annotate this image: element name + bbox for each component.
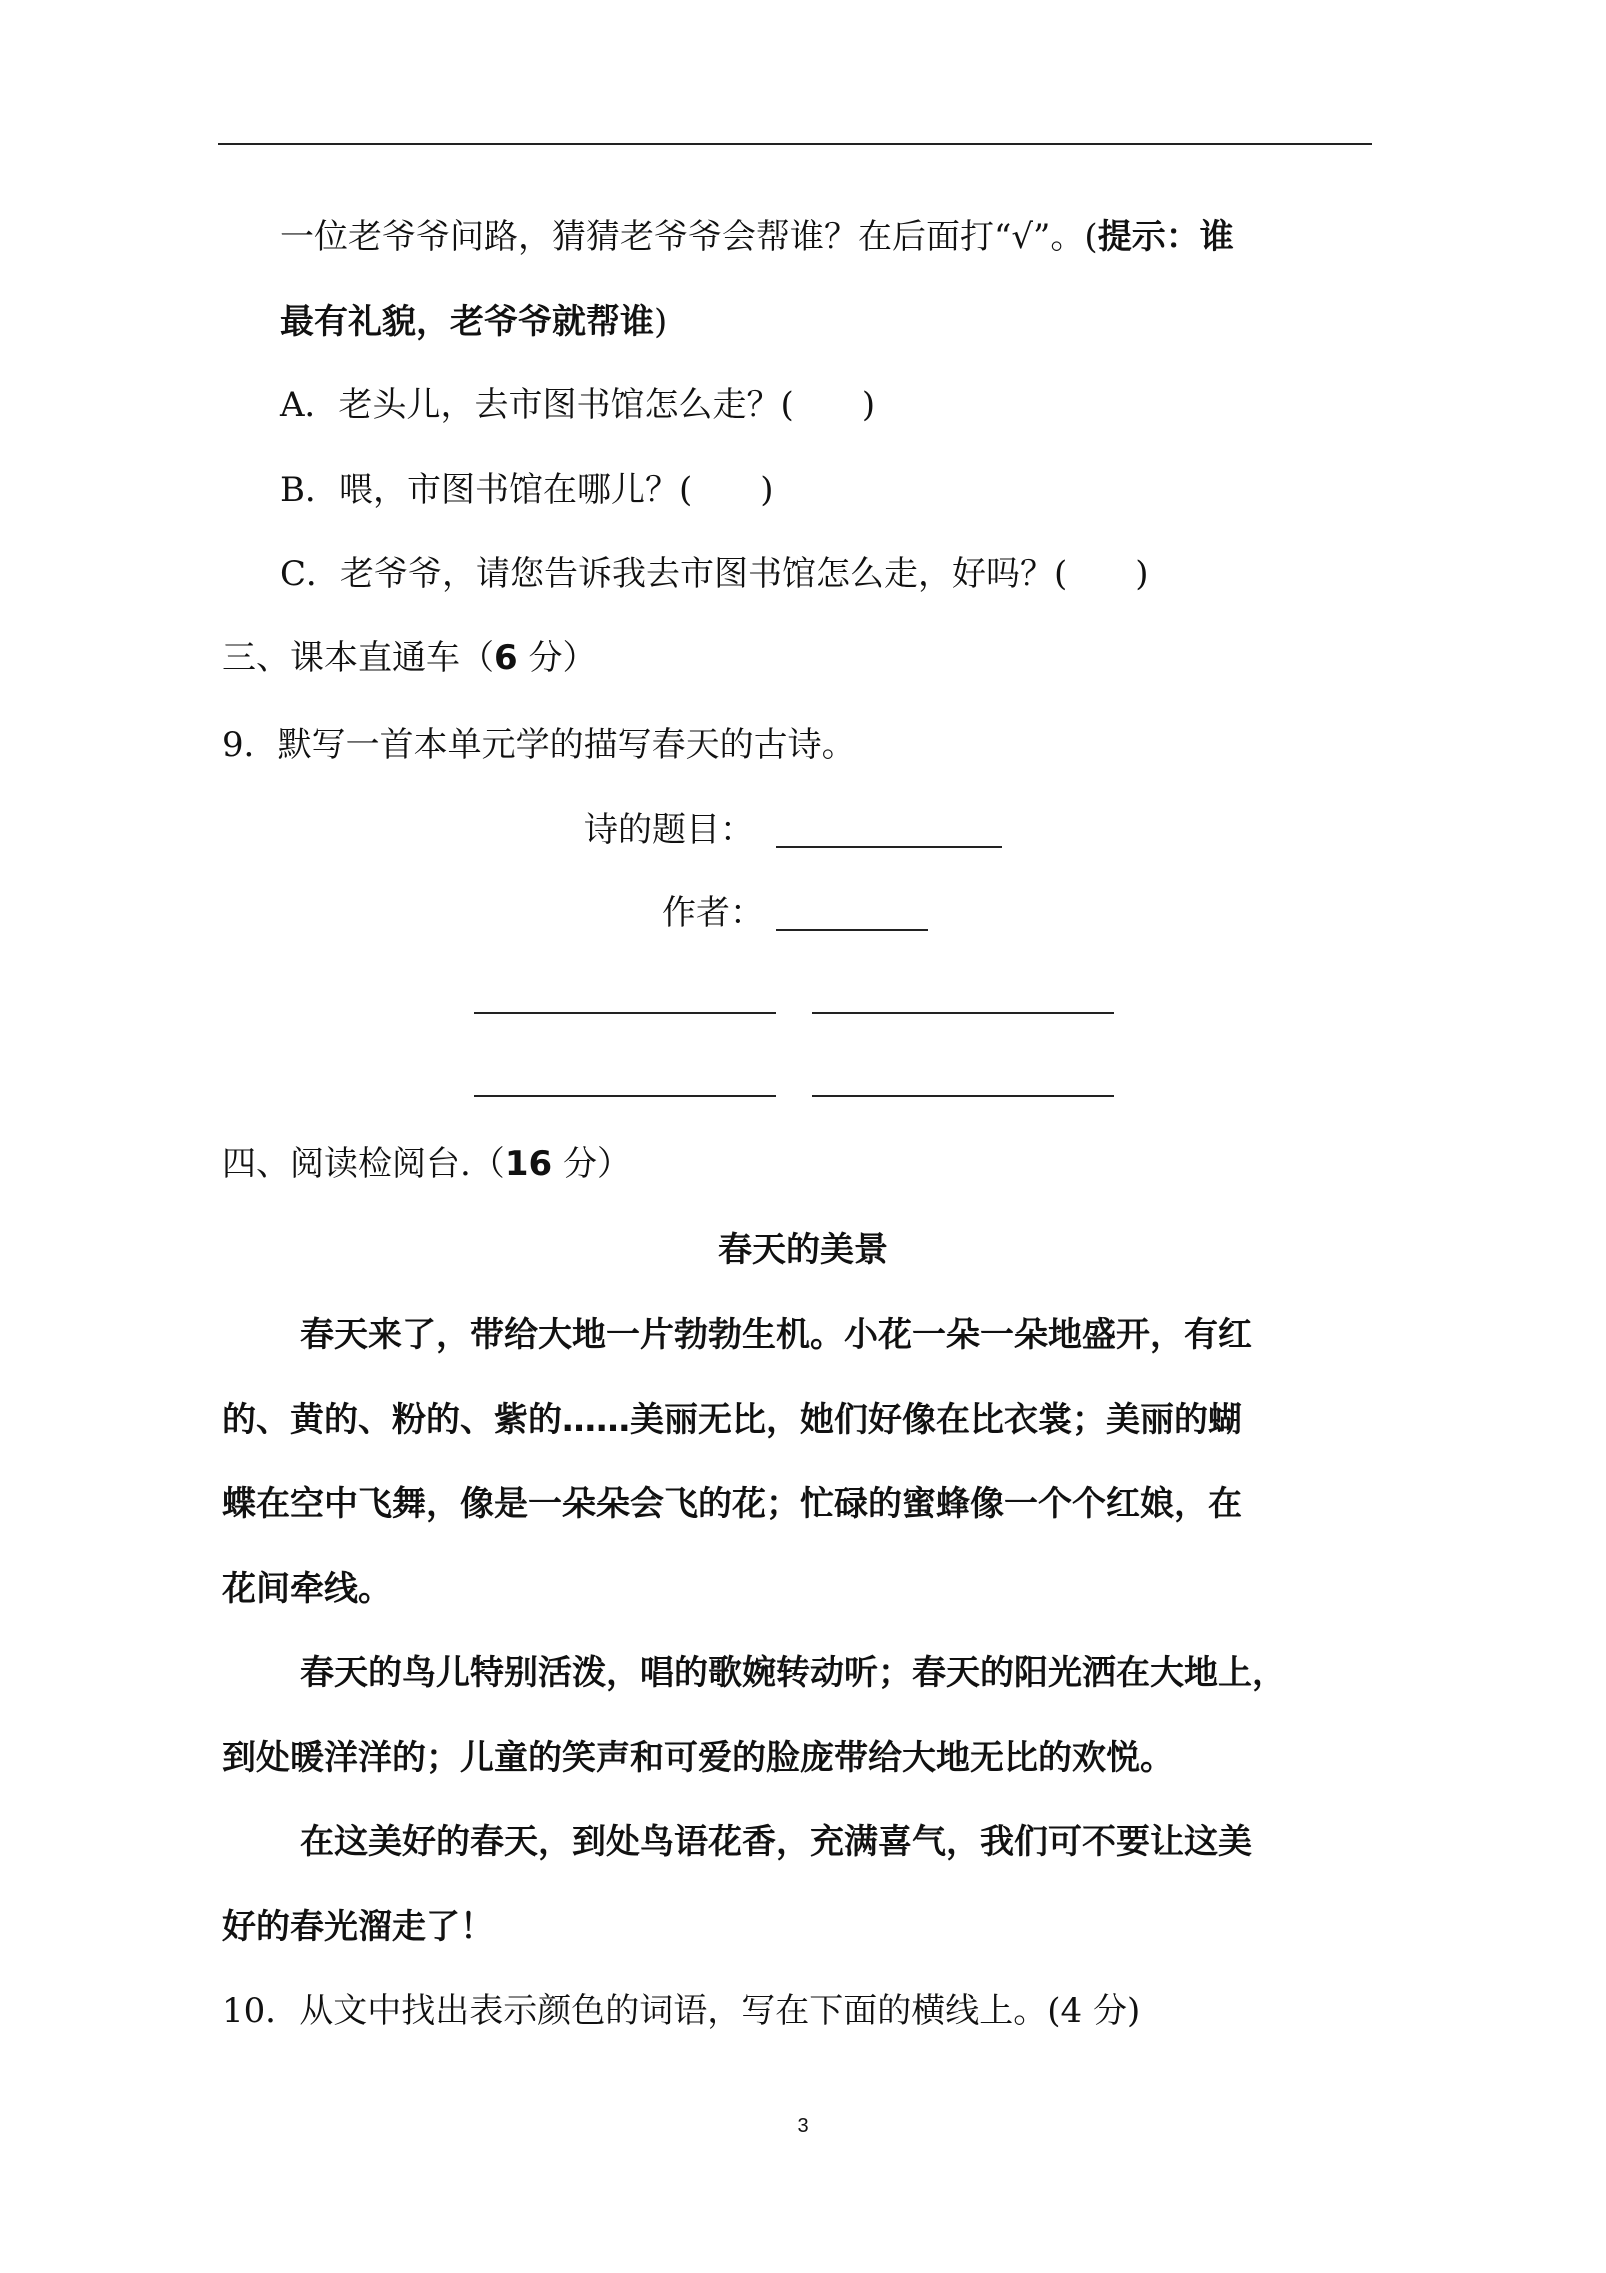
passage-line: 春天的鸟儿特别活泼，唱的歌婉转动听；春天的阳光洒在大地上， <box>300 1653 1286 1693</box>
section3-title-end: 分） <box>517 638 597 678</box>
section4-heading <box>222 1142 631 1186</box>
section3-score: 6 <box>494 638 518 678</box>
section4-title: 四、阅读检阅台.（ <box>222 1144 505 1184</box>
author-blank[interactable] <box>776 929 928 931</box>
q8-hint-close: ) <box>654 302 668 342</box>
q8-option-c: C．老爷爷，请您告诉我去市图书馆怎么走，好吗？( ) <box>280 554 1149 594</box>
passage-line: 好的春光溜走了！ <box>222 1907 494 1947</box>
section3-heading <box>222 636 596 680</box>
poem-line-blank[interactable] <box>474 1012 776 1014</box>
passage-line: 春天来了，带给大地一片勃勃生机。小花一朵一朵地盛开，有红 <box>300 1315 1252 1355</box>
q8-hint-text-cont: 最有礼貌，老爷爷就帮谁 <box>280 302 654 342</box>
poem-title-label: 诗的题目： <box>584 810 754 850</box>
q8-prompt-line2 <box>280 300 667 344</box>
passage-title: 春天的美景 <box>718 1230 888 1270</box>
passage-line: 花间牵线。 <box>222 1569 392 1609</box>
q10-text: 10．从文中找出表示颜色的词语，写在下面的横线上。(4 分) <box>222 1991 1141 2031</box>
passage-line: 到处暖洋洋的；儿童的笑声和可爱的脸庞带给大地无比的欢悦。 <box>222 1738 1174 1778</box>
section3-title: 三、课本直通车（ <box>222 638 494 678</box>
poem-line-blank[interactable] <box>474 1095 776 1097</box>
q8-prompt-text: 一位老爷爷问路，猜猜老爷爷会帮谁？在后面打“√”。( <box>280 217 1098 257</box>
section4-title-end: 分） <box>552 1144 631 1184</box>
poem-line-blank[interactable] <box>812 1012 1114 1014</box>
q8-option-b: B．喂，市图书馆在哪儿？( ) <box>280 470 774 510</box>
passage-line: 的、黄的、粉的、紫的……美丽无比，她们好像在比衣裳；美丽的蝴 <box>222 1400 1242 1440</box>
section4-score: 16 <box>504 1144 553 1184</box>
passage-line: 蝶在空中飞舞，像是一朵朵会飞的花；忙碌的蜜蜂像一个个红娘，在 <box>222 1484 1242 1524</box>
q9-text: 9．默写一首本单元学的描写春天的古诗。 <box>222 725 856 765</box>
page-number: 3 <box>797 2115 809 2137</box>
q8-prompt-line1 <box>280 215 1234 259</box>
poem-line-blank[interactable] <box>812 1095 1114 1097</box>
header-rule <box>218 143 1372 145</box>
poem-title-blank[interactable] <box>776 846 1002 848</box>
q8-hint-text: 提示：谁 <box>1097 217 1234 257</box>
q8-option-a: A．老头儿，去市图书馆怎么走？( ) <box>280 385 876 425</box>
passage-line: 在这美好的春天，到处鸟语花香，充满喜气，我们可不要让这美 <box>300 1822 1252 1862</box>
author-label: 作者： <box>662 893 764 933</box>
